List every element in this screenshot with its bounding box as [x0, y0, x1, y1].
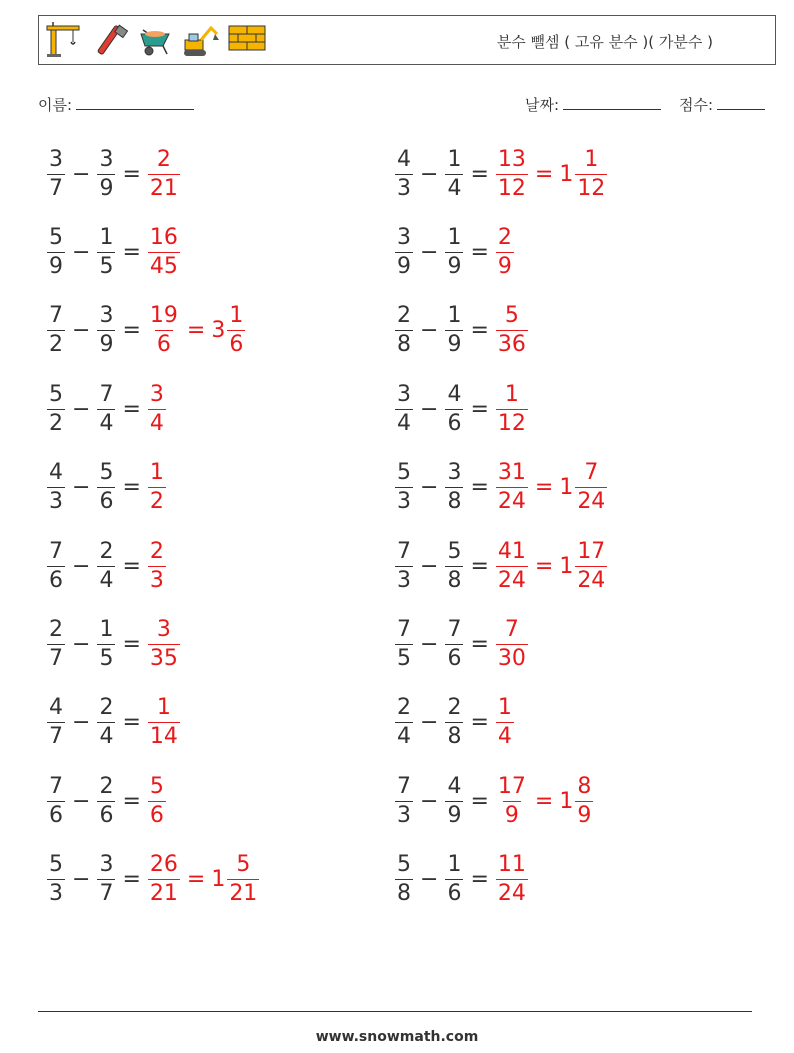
minuend-fraction-denominator: 9 — [397, 253, 411, 279]
answer-fraction-denominator: 35 — [149, 645, 178, 671]
minus-sign: − — [72, 318, 91, 344]
mixed-whole-number: 1 — [211, 867, 226, 893]
answer-fraction-numerator: 1 — [504, 381, 519, 407]
problem-item — [394, 139, 608, 209]
minuend-fraction-numerator: 7 — [49, 303, 63, 329]
problem-item — [46, 845, 260, 915]
equals-sign: = — [470, 710, 489, 736]
answer-fraction-denominator: 4 — [149, 410, 164, 436]
minuend-fraction — [47, 538, 65, 593]
subtrahend-fraction-denominator: 6 — [447, 645, 462, 671]
problem-item — [46, 217, 181, 287]
subtrahend-fraction-numerator: 7 — [99, 381, 114, 407]
equals-sign: = — [470, 788, 489, 814]
answer-fraction-numerator: 13 — [497, 146, 526, 172]
mixed-fraction-numerator: 1 — [229, 303, 244, 329]
subtrahend-fraction — [97, 381, 115, 436]
equals-sign-answer: = — [534, 553, 554, 579]
minuend-fraction-denominator: 3 — [49, 881, 63, 907]
minuend-fraction-numerator: 3 — [397, 224, 411, 250]
answer-fraction — [496, 224, 514, 279]
minus-sign: − — [420, 867, 439, 893]
answer-fraction-denominator: 9 — [504, 802, 519, 828]
minuend-fraction-denominator: 6 — [49, 802, 63, 828]
problem-item — [46, 296, 246, 366]
subtrahend-fraction-numerator: 2 — [99, 538, 114, 564]
subtrahend-fraction — [445, 224, 463, 279]
minuend-fraction — [395, 305, 413, 356]
minuend-fraction — [47, 462, 65, 513]
minuend-fraction — [395, 538, 413, 593]
minus-sign: − — [420, 788, 439, 814]
minuend-fraction-denominator: 3 — [397, 489, 411, 515]
minus-sign: − — [420, 710, 439, 736]
problem-item — [394, 374, 529, 444]
mixed-fraction-denominator: 24 — [577, 567, 606, 593]
subtrahend-fraction-denominator: 8 — [447, 489, 462, 515]
answer-fraction — [496, 854, 528, 905]
answer-fraction-denominator: 14 — [149, 724, 178, 750]
answer-fraction-numerator: 5 — [504, 303, 519, 329]
minuend-fraction-numerator: 7 — [397, 773, 411, 799]
subtrahend-fraction-numerator: 2 — [447, 695, 462, 721]
score-field — [679, 94, 765, 115]
subtrahend-fraction — [445, 616, 463, 671]
mixed-fraction-denominator: 12 — [577, 175, 606, 201]
equals-sign-answer: = — [534, 161, 554, 187]
equals-sign: = — [470, 475, 489, 501]
subtrahend-fraction-numerator: 1 — [99, 224, 114, 250]
answer-fraction — [496, 697, 514, 748]
answer-fraction-numerator: 1 — [156, 695, 171, 721]
minuend-fraction-numerator: 5 — [49, 224, 63, 250]
minuend-fraction — [395, 224, 413, 279]
minuend-fraction-denominator: 5 — [397, 645, 411, 671]
header-icons — [43, 20, 267, 60]
subtrahend-fraction-numerator: 4 — [447, 381, 462, 407]
pipe-wrench-icon — [89, 20, 129, 60]
footer-divider — [38, 1011, 752, 1012]
minus-sign: − — [420, 396, 439, 422]
minuend-fraction-denominator: 3 — [397, 567, 411, 593]
minuend-fraction-denominator: 6 — [49, 567, 63, 593]
minus-sign: − — [72, 161, 91, 187]
answer-fraction-denominator: 6 — [156, 332, 171, 358]
minuend-fraction — [395, 616, 413, 671]
minus-sign: − — [420, 161, 439, 187]
subtrahend-fraction-numerator: 3 — [99, 146, 114, 172]
subtrahend-fraction-numerator: 2 — [99, 773, 114, 799]
subtrahend-fraction-denominator: 6 — [99, 802, 114, 828]
subtrahend-fraction-denominator: 9 — [447, 802, 462, 828]
answer-fraction-numerator: 5 — [149, 773, 164, 799]
name-blank — [76, 95, 194, 110]
name-field — [38, 94, 194, 115]
mixed-fraction-numerator: 5 — [236, 852, 251, 878]
answer-fraction — [148, 381, 166, 436]
minuend-fraction-denominator: 9 — [49, 253, 63, 279]
subtrahend-fraction-denominator: 5 — [99, 253, 114, 279]
answer-fraction-numerator: 2 — [149, 538, 164, 564]
answer-fraction-numerator: 16 — [149, 224, 178, 250]
subtrahend-fraction — [445, 305, 463, 356]
answer-fraction-denominator: 21 — [149, 881, 178, 907]
equals-sign: = — [470, 631, 489, 657]
equals-sign: = — [470, 318, 489, 344]
answer-fraction-denominator: 12 — [497, 175, 526, 201]
subtrahend-fraction-denominator: 6 — [99, 489, 114, 515]
subtrahend-fraction-denominator: 8 — [447, 724, 462, 750]
minus-sign: − — [72, 396, 91, 422]
subtrahend-fraction-denominator: 4 — [447, 175, 462, 201]
brick-wall-icon — [227, 20, 267, 60]
subtrahend-fraction — [97, 538, 115, 593]
mixed-fraction-denominator: 21 — [229, 881, 258, 907]
answer-fraction-denominator: 3 — [149, 567, 164, 593]
equals-sign-answer: = — [186, 867, 206, 893]
subtrahend-fraction-denominator: 9 — [447, 332, 462, 358]
mixed-fraction-numerator: 17 — [577, 538, 606, 564]
minus-sign: − — [420, 318, 439, 344]
problem-item — [394, 766, 594, 836]
problem-item — [46, 766, 167, 836]
mixed-fraction-denominator: 9 — [577, 802, 592, 828]
problem-item — [46, 453, 167, 523]
equals-sign: = — [470, 239, 489, 265]
answer-fraction-numerator: 11 — [497, 852, 526, 878]
minuend-fraction-numerator: 4 — [49, 460, 63, 486]
equals-sign: = — [122, 867, 141, 893]
equals-sign: = — [122, 318, 141, 344]
subtrahend-fraction-numerator: 7 — [447, 616, 462, 642]
answer-fraction-numerator: 41 — [497, 538, 526, 564]
wheelbarrow-icon — [135, 20, 175, 60]
answer-fraction — [148, 773, 166, 828]
answer-fraction — [496, 616, 528, 671]
answer-fraction-numerator: 31 — [497, 460, 526, 486]
equals-sign: = — [122, 239, 141, 265]
date-label: 날짜: — [525, 96, 560, 114]
mixed-fraction — [575, 538, 607, 593]
minuend-fraction-numerator: 7 — [397, 538, 411, 564]
mixed-fraction — [227, 854, 259, 905]
minus-sign: − — [72, 631, 91, 657]
answer-fraction — [496, 462, 528, 513]
date-field — [525, 94, 661, 115]
answer-fraction — [496, 305, 528, 356]
mixed-whole-number: 1 — [559, 161, 574, 187]
minuend-fraction-denominator: 3 — [49, 489, 63, 515]
subtrahend-fraction — [97, 462, 115, 513]
minuend-fraction — [47, 854, 65, 905]
minus-sign: − — [72, 553, 91, 579]
minuend-fraction-denominator: 2 — [49, 410, 63, 436]
mixed-fraction-denominator: 6 — [229, 332, 244, 358]
subtrahend-fraction — [445, 854, 463, 905]
subtrahend-fraction — [445, 146, 463, 201]
equals-sign-answer: = — [534, 475, 554, 501]
equals-sign: = — [122, 475, 141, 501]
answer-fraction-numerator: 3 — [149, 381, 164, 407]
minuend-fraction-denominator: 4 — [397, 724, 411, 750]
minus-sign: − — [72, 788, 91, 814]
subtrahend-fraction — [97, 224, 115, 279]
worksheet-header — [38, 15, 776, 65]
subtrahend-fraction — [97, 305, 115, 356]
minuend-fraction-numerator: 4 — [49, 695, 63, 721]
answer-fraction — [148, 462, 166, 513]
minuend-fraction — [395, 854, 413, 905]
answer-fraction-numerator: 2 — [497, 224, 512, 250]
mixed-fraction-denominator: 24 — [577, 489, 606, 515]
minuend-fraction-denominator: 7 — [49, 645, 63, 671]
problem-item — [394, 217, 515, 287]
equals-sign: = — [470, 867, 489, 893]
problem-item — [394, 296, 529, 366]
minuend-fraction-numerator: 5 — [397, 852, 411, 878]
minuend-fraction-numerator: 5 — [397, 460, 411, 486]
answer-fraction-numerator: 17 — [497, 773, 526, 799]
minuend-fraction — [47, 381, 65, 436]
answer-fraction — [496, 146, 528, 201]
minuend-fraction-numerator: 7 — [49, 538, 63, 564]
subtrahend-fraction-denominator: 9 — [99, 332, 114, 358]
minuend-fraction — [47, 697, 65, 748]
minuend-fraction-numerator: 2 — [49, 616, 63, 642]
answer-fraction-numerator: 3 — [156, 616, 171, 642]
minuend-fraction-denominator: 2 — [49, 332, 63, 358]
crane-icon — [43, 20, 83, 60]
problem-item — [394, 531, 608, 601]
subtrahend-fraction — [97, 697, 115, 748]
answer-fraction-denominator: 9 — [497, 253, 512, 279]
minuend-fraction — [395, 462, 413, 513]
subtrahend-fraction-numerator: 1 — [99, 616, 114, 642]
worksheet-title: 분수 뺄셈 ( 고유 분수 )( 가분수 ) — [496, 33, 713, 51]
minuend-fraction — [395, 773, 413, 828]
minuend-fraction-numerator: 2 — [397, 695, 411, 721]
minuend-fraction — [47, 616, 65, 671]
equals-sign: = — [470, 396, 489, 422]
minuend-fraction-numerator: 2 — [397, 303, 411, 329]
problem-item — [46, 531, 167, 601]
minuend-fraction-numerator: 3 — [397, 381, 411, 407]
answer-fraction — [148, 616, 180, 671]
minuend-fraction-denominator: 3 — [397, 175, 411, 201]
subtrahend-fraction — [97, 773, 115, 828]
subtrahend-fraction-numerator: 1 — [447, 303, 462, 329]
minuend-fraction-denominator: 4 — [397, 410, 411, 436]
subtrahend-fraction-numerator: 3 — [99, 852, 114, 878]
minus-sign: − — [72, 475, 91, 501]
subtrahend-fraction — [445, 697, 463, 748]
subtrahend-fraction-denominator: 6 — [447, 410, 462, 436]
answer-fraction-denominator: 12 — [497, 410, 526, 436]
answer-fraction-denominator: 45 — [149, 253, 178, 279]
subtrahend-fraction-numerator: 3 — [447, 460, 462, 486]
mixed-fraction — [575, 773, 593, 828]
answer-fraction-numerator: 1 — [149, 460, 164, 486]
minus-sign: − — [420, 239, 439, 265]
answer-fraction-numerator: 7 — [504, 616, 519, 642]
minuend-fraction — [47, 305, 65, 356]
equals-sign: = — [122, 631, 141, 657]
answer-fraction-numerator: 26 — [149, 852, 178, 878]
minus-sign: − — [420, 475, 439, 501]
minuend-fraction-denominator: 8 — [397, 881, 411, 907]
answer-fraction — [148, 697, 180, 748]
subtrahend-fraction-denominator: 9 — [447, 253, 462, 279]
subtrahend-fraction — [97, 616, 115, 671]
minuend-fraction — [47, 773, 65, 828]
subtrahend-fraction-numerator: 5 — [99, 460, 114, 486]
answer-fraction — [496, 538, 528, 593]
equals-sign: = — [122, 396, 141, 422]
problem-item — [394, 609, 529, 679]
subtrahend-fraction-numerator: 1 — [447, 224, 462, 250]
date-blank — [563, 95, 661, 110]
problem-item — [46, 374, 167, 444]
answer-fraction-denominator: 4 — [497, 724, 512, 750]
subtrahend-fraction-denominator: 5 — [99, 645, 114, 671]
equals-sign-answer: = — [534, 788, 554, 814]
minuend-fraction-denominator: 7 — [49, 724, 63, 750]
subtrahend-fraction-denominator: 9 — [99, 175, 114, 201]
minus-sign: − — [420, 631, 439, 657]
subtrahend-fraction-numerator: 5 — [447, 538, 462, 564]
mixed-whole-number: 1 — [559, 788, 574, 814]
answer-fraction — [496, 381, 528, 436]
subtrahend-fraction — [445, 381, 463, 436]
answer-fraction-denominator: 24 — [497, 567, 526, 593]
mixed-whole-number: 1 — [559, 553, 574, 579]
answer-fraction-denominator: 30 — [497, 645, 526, 671]
equals-sign: = — [470, 553, 489, 579]
subtrahend-fraction-numerator: 1 — [447, 146, 462, 172]
answer-fraction-denominator: 21 — [149, 175, 178, 201]
mixed-whole-number: 1 — [559, 475, 574, 501]
minuend-fraction-numerator: 3 — [49, 146, 63, 172]
mixed-whole-number: 3 — [211, 318, 226, 344]
answer-fraction-numerator: 2 — [156, 146, 171, 172]
subtrahend-fraction-numerator: 1 — [447, 852, 462, 878]
answer-fraction-denominator: 36 — [497, 332, 526, 358]
footer-url: www.snowmath.com — [315, 1029, 479, 1045]
mixed-fraction — [575, 146, 607, 201]
problem-item — [394, 453, 608, 523]
subtrahend-fraction-numerator: 3 — [99, 303, 114, 329]
minuend-fraction-numerator: 7 — [397, 616, 411, 642]
mixed-fraction — [575, 462, 607, 513]
minuend-fraction-denominator: 7 — [49, 175, 63, 201]
mixed-fraction-numerator: 1 — [584, 146, 599, 172]
equals-sign: = — [122, 161, 141, 187]
minuend-fraction — [47, 146, 65, 201]
answer-fraction — [148, 305, 180, 356]
excavator-icon — [181, 20, 221, 60]
minuend-fraction-numerator: 5 — [49, 381, 63, 407]
subtrahend-fraction-denominator: 6 — [447, 881, 462, 907]
answer-fraction — [148, 224, 180, 279]
problem-item — [394, 688, 515, 758]
minuend-fraction-numerator: 7 — [49, 773, 63, 799]
subtrahend-fraction-numerator: 4 — [447, 773, 462, 799]
subtrahend-fraction — [97, 146, 115, 201]
minuend-fraction-numerator: 4 — [397, 146, 411, 172]
minuend-fraction — [395, 381, 413, 436]
equals-sign: = — [122, 553, 141, 579]
answer-fraction-numerator: 19 — [149, 303, 178, 329]
problem-item — [46, 688, 181, 758]
subtrahend-fraction-denominator: 4 — [99, 410, 114, 436]
answer-fraction-denominator: 2 — [149, 489, 164, 515]
equals-sign: = — [470, 161, 489, 187]
minuend-fraction-denominator: 3 — [397, 802, 411, 828]
subtrahend-fraction-denominator: 4 — [99, 567, 114, 593]
minuend-fraction-denominator: 8 — [397, 332, 411, 358]
minuend-fraction — [395, 146, 413, 201]
equals-sign: = — [122, 710, 141, 736]
answer-fraction — [148, 146, 180, 201]
minus-sign: − — [72, 239, 91, 265]
subtrahend-fraction-denominator: 8 — [447, 567, 462, 593]
subtrahend-fraction — [97, 854, 115, 905]
mixed-fraction — [227, 305, 245, 356]
subtrahend-fraction — [445, 773, 463, 828]
minus-sign: − — [420, 553, 439, 579]
answer-fraction-denominator: 6 — [149, 802, 164, 828]
minuend-fraction-numerator: 5 — [49, 852, 63, 878]
problem-item — [394, 845, 529, 915]
problem-item — [46, 139, 181, 209]
minuend-fraction — [395, 697, 413, 748]
name-label: 이름: — [38, 96, 73, 114]
subtrahend-fraction — [445, 538, 463, 593]
subtrahend-fraction-numerator: 2 — [99, 695, 114, 721]
answer-fraction — [148, 854, 180, 905]
mixed-fraction-numerator: 8 — [577, 773, 592, 799]
answer-fraction-denominator: 24 — [497, 881, 526, 907]
answer-fraction — [148, 538, 166, 593]
mixed-fraction-numerator: 7 — [584, 460, 599, 486]
subtrahend-fraction-denominator: 7 — [99, 881, 114, 907]
answer-fraction-denominator: 24 — [497, 489, 526, 515]
minus-sign: − — [72, 867, 91, 893]
subtrahend-fraction-denominator: 4 — [99, 724, 114, 750]
score-blank — [717, 95, 765, 110]
problem-item — [46, 609, 181, 679]
answer-fraction-numerator: 1 — [497, 695, 512, 721]
answer-fraction — [496, 773, 528, 828]
score-label: 점수: — [679, 96, 714, 114]
minuend-fraction — [47, 224, 65, 279]
equals-sign: = — [122, 788, 141, 814]
subtrahend-fraction — [445, 462, 463, 513]
equals-sign-answer: = — [186, 318, 206, 344]
minus-sign: − — [72, 710, 91, 736]
